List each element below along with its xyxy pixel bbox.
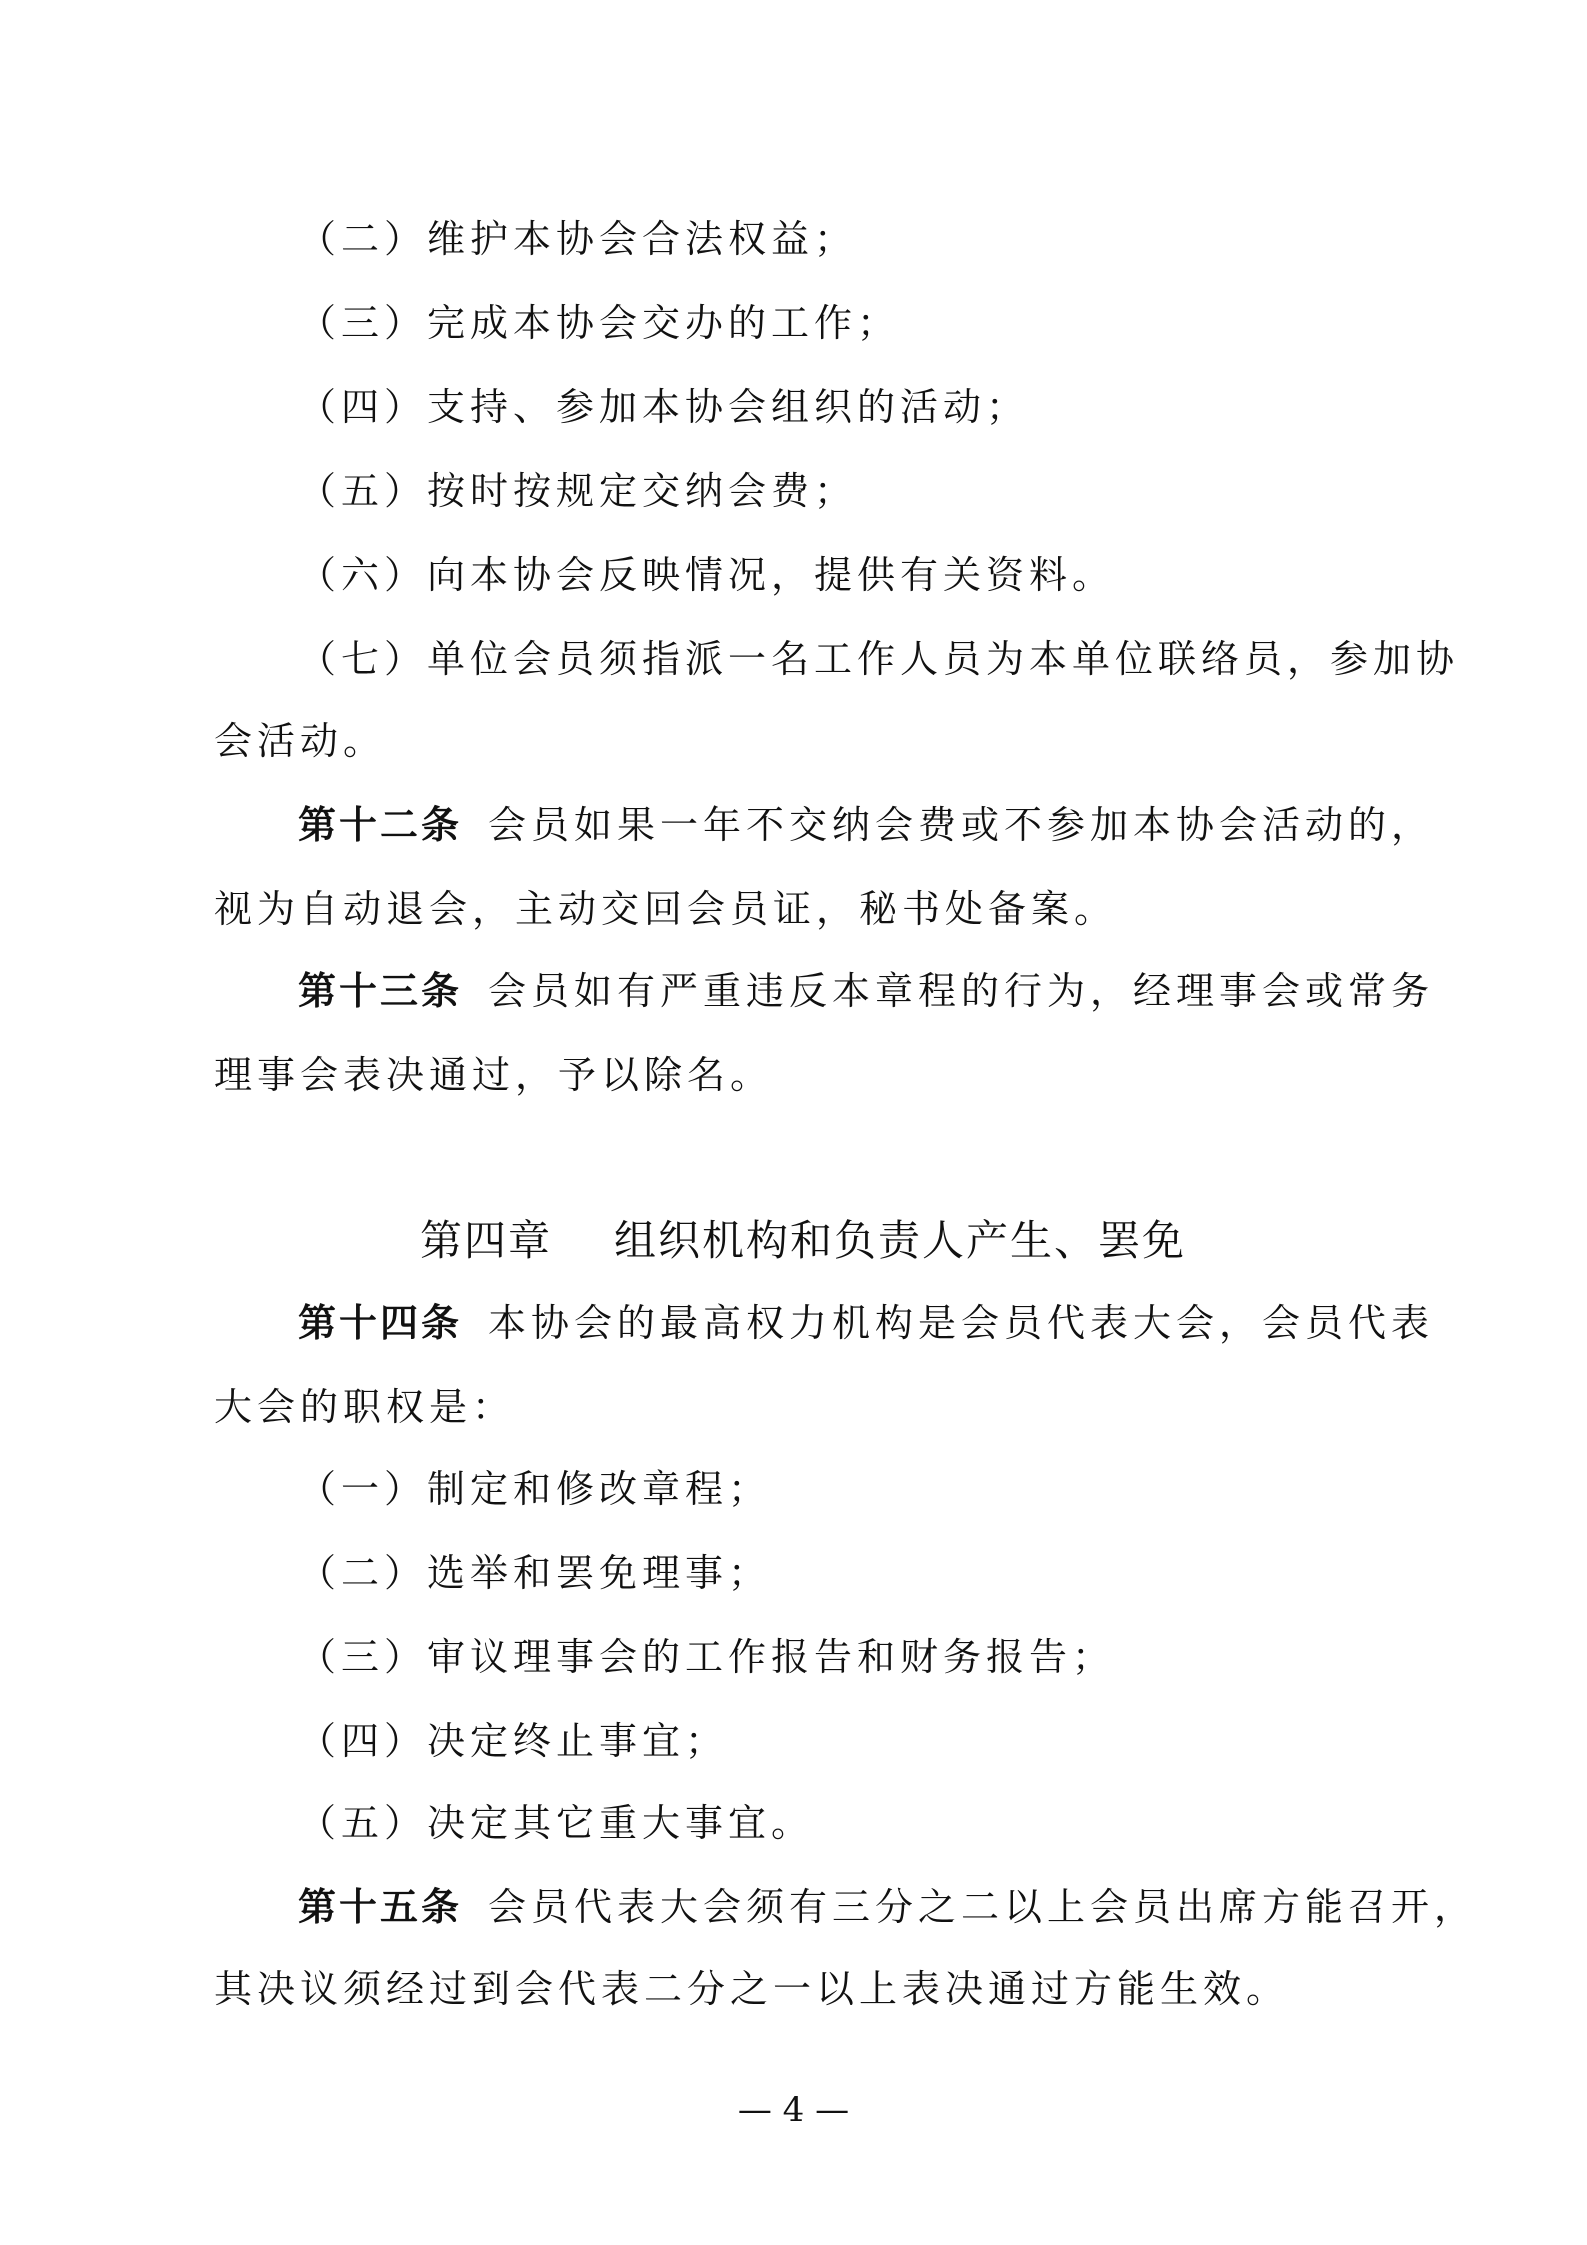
assembly-power-item-1: （一）制定和修改章程； bbox=[298, 1467, 772, 1511]
article-15-line-1 bbox=[298, 1884, 1477, 1930]
article-12-line-1 bbox=[298, 802, 1434, 848]
member-duty-item-7-cont: 会活动。 bbox=[214, 719, 387, 763]
assembly-power-item-4: （四）决定终止事宜； bbox=[298, 1719, 729, 1763]
article-14-line-2: 大会的职权是： bbox=[214, 1385, 516, 1429]
article-12-label: 第十二条 bbox=[298, 803, 463, 847]
page-number: — 4 — bbox=[737, 2090, 850, 2130]
member-duty-item-3: （三）完成本协会交办的工作； bbox=[298, 301, 901, 345]
article-14-text-1: 本协会的最高权力机构是会员代表大会，会员代表 bbox=[488, 1301, 1435, 1345]
article-15-line-2: 其决议须经过到会代表二分之一以上表决通过方能生效。 bbox=[214, 1967, 1290, 2011]
article-14-label: 第十四条 bbox=[298, 1301, 463, 1345]
assembly-power-item-5: （五）决定其它重大事宜。 bbox=[298, 1801, 815, 1845]
article-13-line-2: 理事会表决通过，予以除名。 bbox=[214, 1053, 774, 1097]
member-duty-item-6: （六）向本协会反映情况，提供有关资料。 bbox=[298, 553, 1116, 597]
article-14-line-1 bbox=[298, 1300, 1434, 1346]
article-12-text-1: 会员如果一年不交纳会费或不参加本协会活动的， bbox=[488, 803, 1435, 847]
article-15-text-1: 会员代表大会须有三分之二以上会员出席方能召开， bbox=[488, 1885, 1478, 1929]
article-13-label: 第十三条 bbox=[298, 969, 463, 1013]
assembly-power-item-3: （三）审议理事会的工作报告和财务报告； bbox=[298, 1635, 1116, 1679]
member-duty-item-2: （二）维护本协会合法权益； bbox=[298, 217, 858, 261]
member-duty-item-7: （七）单位会员须指派一名工作人员为本单位联络员，参加协 bbox=[298, 637, 1460, 681]
member-duty-item-4: （四）支持、参加本协会组织的活动； bbox=[298, 385, 1030, 429]
article-15-label: 第十五条 bbox=[298, 1885, 463, 1929]
chapter-number: 第四章 bbox=[420, 1216, 553, 1265]
chapter-heading bbox=[420, 1216, 1186, 1266]
member-duty-item-5: （五）按时按规定交纳会费； bbox=[298, 469, 858, 513]
article-13-text-1: 会员如有严重违反本章程的行为，经理事会或常务 bbox=[488, 969, 1435, 1013]
article-13-line-1 bbox=[298, 968, 1434, 1014]
chapter-title: 组织机构和负责人产生、罢免 bbox=[614, 1216, 1187, 1265]
article-12-line-2: 视为自动退会，主动交回会员证，秘书处备案。 bbox=[214, 887, 1118, 931]
assembly-power-item-2: （二）选举和罢免理事； bbox=[298, 1551, 772, 1595]
